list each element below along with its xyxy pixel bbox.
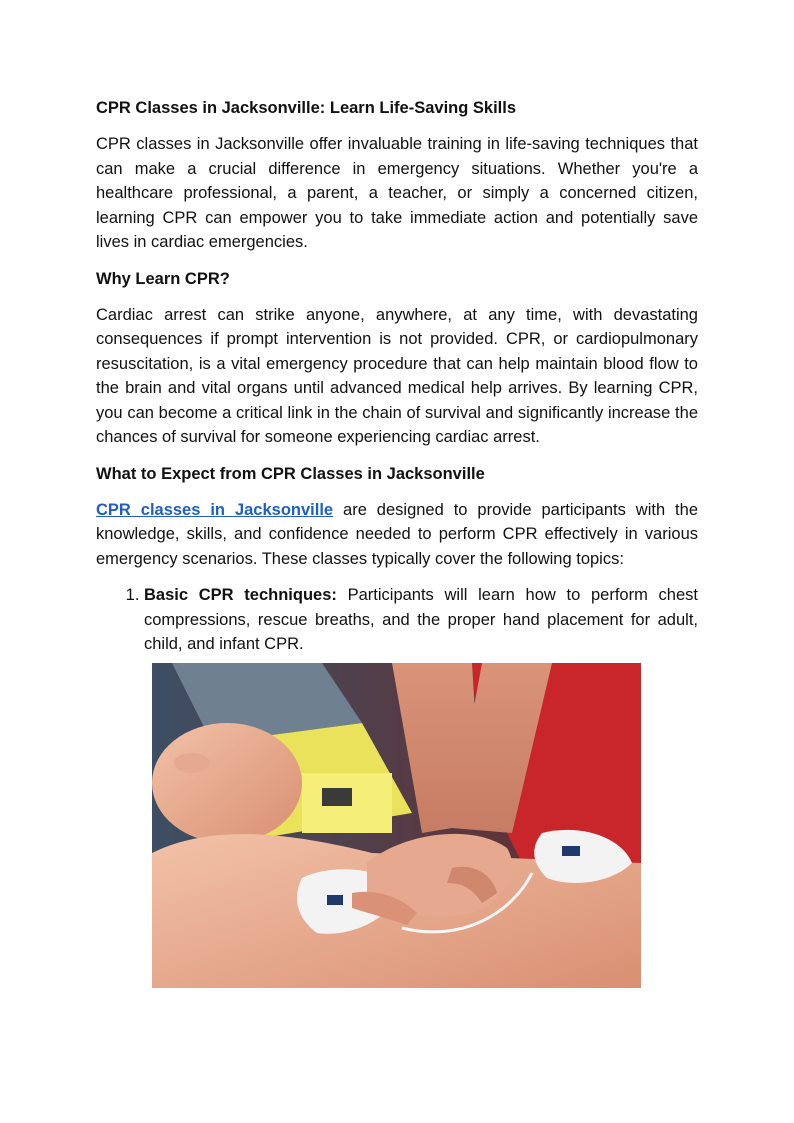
list-item-term: Basic CPR techniques: bbox=[144, 586, 337, 604]
why-heading: Why Learn CPR? bbox=[96, 269, 230, 288]
topics-list bbox=[96, 583, 698, 657]
expect-paragraph bbox=[96, 498, 698, 572]
document-title: CPR Classes in Jacksonville: Learn Life-Saving Skills bbox=[96, 99, 517, 117]
cpr-classes-link[interactable]: CPR classes in Jacksonville bbox=[96, 500, 334, 519]
expect-heading: What to Expect from CPR Classes in Jacksonville bbox=[96, 464, 485, 483]
document-page bbox=[96, 96, 698, 657]
cpr-training-photo bbox=[152, 663, 641, 988]
list-item bbox=[144, 583, 698, 657]
why-paragraph: Cardiac arrest can strike anyone, anywhere, at any time, with devastating consequences if prompt intervention is not provided. CPR, or cardiopulmonary resuscitation, is a vital emergency procedure that can help maintain blood flow to the brain and vital organs until advanced medical help arrives. By learning CPR, you can become a critical link in the chain of survival and significantly increase the chances of survival for someone experiencing cardiac arrest. bbox=[96, 305, 698, 446]
expect-paragraph-text: are designed to provide participants with the knowledge, skills, and confidence needed to perform CPR effectively in various emergency scenarios. These classes typically cover the following topics: bbox=[96, 500, 698, 568]
intro-paragraph: CPR classes in Jacksonville offer invaluable training in life-saving techniques that can make a crucial difference in emergency situations. Whether you're a healthcare professional, a parent, a teacher, or simply a concerned citizen, learning CPR can empower you to take immediate action and potentially save lives in cardiac emergencies. bbox=[96, 135, 698, 251]
list-item-text: Participants will learn how to perform chest compressions, rescue breaths, and the proper hand placement for adult, child, and infant CPR. bbox=[144, 586, 698, 653]
